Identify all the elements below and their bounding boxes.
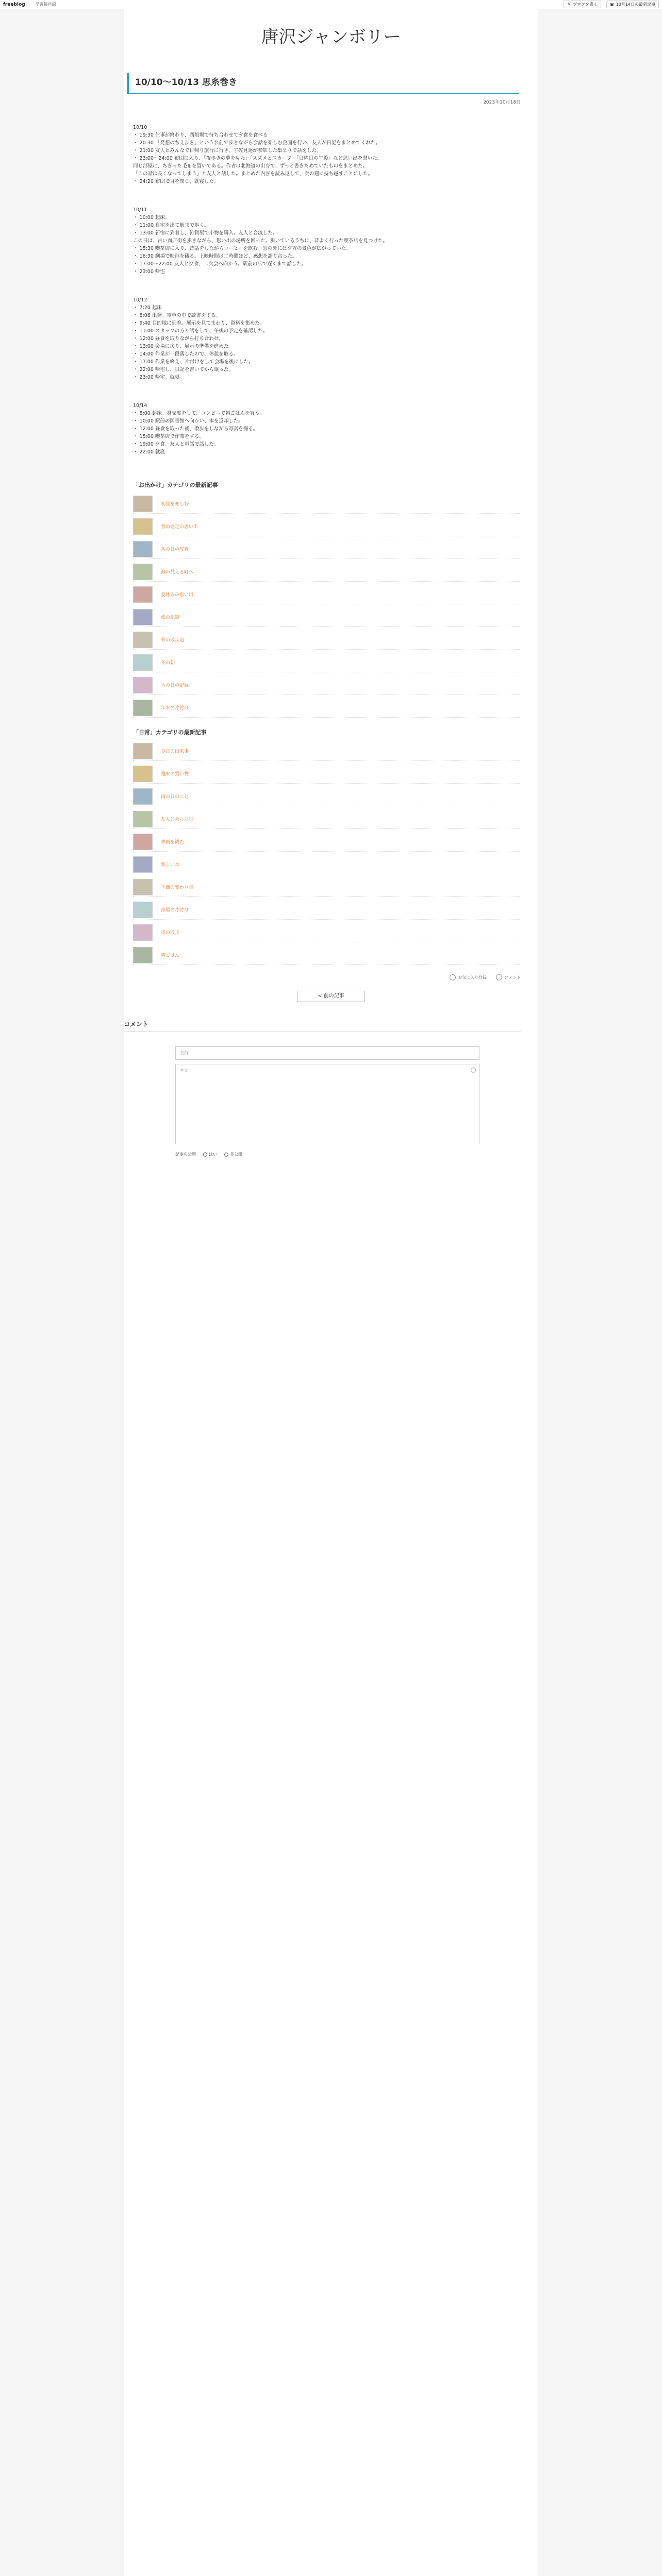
related-thumbnail[interactable]: [133, 654, 153, 671]
latest-posts-button[interactable]: ▣ 10月14日の最新記事: [606, 1, 659, 8]
comment-options: [175, 1151, 538, 1157]
related-item[interactable]: [133, 607, 520, 627]
entry-paragraph: ・ 22:00 帰宅し、日記を書いてから眠った。: [133, 367, 234, 372]
entry-paragraph: ・ 24:20 布団で目を閉じ、就寝した。: [133, 179, 219, 184]
entry-paragraph: 10/12: [133, 297, 147, 303]
entry-paragraph: ・ 16:30 劇場で映画を観る。上映時間は二時間ほど、感想を語り合った。: [133, 253, 297, 259]
entry-paragraph: ・ 17:00～22:00 友人と夕食、二次会へ向かう。駅前の店で遅くまで話した。: [133, 261, 307, 267]
related-item[interactable]: [133, 855, 520, 874]
related-link[interactable]: 朝ごはん: [161, 953, 180, 958]
publish-label: 記事の公開: [175, 1152, 196, 1157]
emoji-icon[interactable]: [471, 1067, 476, 1073]
related-item[interactable]: [133, 630, 520, 650]
related-thumbnail[interactable]: [133, 541, 153, 557]
entry-paragraph: ・ 12:00 昼食を取った後、散歩をしながら写真を撮る。: [133, 426, 258, 432]
related-item[interactable]: [133, 539, 520, 559]
entry-paragraph: ・ 15:30 喫茶店に入り、昔話をしながらコーヒーを飲む。窓の外には夕方の景色が広がっていた。: [133, 246, 351, 251]
related-item[interactable]: [133, 809, 520, 829]
entry-paragraph: ・ 19:30 仕事が終わり、西船堀で待ち合わせて夕食を食べる: [133, 132, 268, 138]
blog-title[interactable]: 唐沢ジャンボリー: [261, 27, 401, 47]
entry-paragraph: ・ 11:00 自宅を出て駅まで歩く。: [133, 223, 209, 228]
main-column: [124, 9, 538, 2576]
entry-paragraph: ・ 14:00 作業が一段落したので、休憩を取る。: [133, 351, 239, 357]
related-link[interactable]: 今日の出来事: [161, 749, 189, 754]
related-item[interactable]: [133, 494, 520, 514]
entry-paragraph: 10/11: [133, 207, 147, 213]
related-link[interactable]: 冬の朝: [161, 660, 175, 666]
comment-icon: [496, 974, 502, 980]
prev-post-button[interactable]: < 前の記事: [297, 991, 365, 1002]
related-link[interactable]: 新しい本: [161, 862, 180, 868]
entry-paragraph: ・ 12:00 昼食を取りながら打ち合わせ。: [133, 336, 224, 342]
related-thumbnail[interactable]: [133, 879, 153, 895]
related-item[interactable]: [133, 877, 520, 897]
related-item[interactable]: [133, 653, 520, 672]
related-item[interactable]: [133, 764, 520, 784]
entry-paragraph: ・ 21:00 友人とみんなで日帰り旅行に行き、宇佐見達が参加した集まりで話をした。: [133, 148, 322, 154]
pencil-icon: ✎: [567, 2, 571, 7]
related-posts: [133, 481, 520, 965]
related-thumbnail[interactable]: [133, 609, 153, 625]
entry-paragraph: 同じ部屋に、ちぎった毛布を置いてある。作者は北海道の出身で、ずっと書きためていたものをまとめた。: [133, 163, 368, 169]
entry-paragraph: ・ 9:40 目的地に到着。展示を見てまわり、資料を集めた。: [133, 320, 265, 326]
related-thumbnail[interactable]: [133, 834, 153, 850]
related-item[interactable]: [133, 832, 520, 852]
publish-no-radio[interactable]: 非公開: [224, 1151, 242, 1157]
entry-paragraph: 「この話は長くなってしまう」と友人と話した。まとめた内容を読み返して、次の週に持ち越すことにした。: [133, 171, 373, 177]
related-thumbnail[interactable]: [133, 766, 153, 782]
entry-paragraph: ・ 23:00 帰宅: [133, 269, 165, 275]
entry-paragraph: ・ 10:00 駅前の図書館へ向かい、本を返却した。: [133, 418, 243, 424]
related-item[interactable]: [133, 923, 520, 942]
comment-heading: コメント: [124, 1020, 521, 1032]
related-thumbnail[interactable]: [133, 496, 153, 512]
entry-paragraph: ・ 23:00～24:00 布団に入り、「夜歩きの夢を見た」「スズメとスカーフ」「日曜日の午後」など思い出を書いた。: [133, 156, 383, 161]
publish-yes-radio[interactable]: はい: [203, 1151, 217, 1157]
favorite-button[interactable]: お気に入り登録: [450, 974, 487, 980]
related-item[interactable]: [133, 585, 520, 604]
entry-paragraph: ・ 23:00 帰宅。就寝。: [133, 375, 185, 380]
related-link[interactable]: 海の見える町へ: [161, 570, 194, 575]
related-link[interactable]: 旅の記録: [161, 615, 180, 620]
entry-paragraph: ・ 13:00 新宿に到着し、雑貨屋で小物を購入。友人と合流した。: [133, 230, 278, 236]
entry-paragraph: 10/10: [133, 125, 147, 130]
entry-paragraph: ・ 20:30 「発想のちえ歩き」という名前で歩きながら会話を楽しむ企画を行い、友人が日記をまとめてくれた。: [133, 140, 380, 146]
related-link[interactable]: 週末の買い物: [161, 772, 189, 777]
entry-paragraph: ・ 10:00 起床。: [133, 215, 170, 221]
entry-paragraph: ・ 8:00 起床。身支度をして、コンビニで朝ごはんを買う。: [133, 411, 265, 416]
create-blog-button[interactable]: ✎ ブログを書く: [564, 1, 601, 8]
related-thumbnail[interactable]: [133, 947, 153, 963]
entry-paragraph: ・ 7:20 起床: [133, 305, 162, 311]
related-thumbnail[interactable]: [133, 518, 153, 535]
related-thumbnail[interactable]: [133, 677, 153, 693]
related-item[interactable]: [133, 698, 520, 718]
related-link[interactable]: 夏休みの思い出: [161, 592, 194, 598]
related-thumbnail[interactable]: [133, 586, 153, 603]
related-link[interactable]: 映画を観た: [161, 840, 185, 845]
entry-paragraph: ・ 22:00 就寝: [133, 449, 165, 455]
related-link[interactable]: 季節の変わり目: [161, 885, 194, 890]
related-thumbnail[interactable]: [133, 788, 153, 805]
entry-paragraph: 10/14: [133, 403, 147, 409]
related-link[interactable]: 初夏を楽しむ: [161, 502, 189, 507]
bell-icon: ▣: [610, 2, 614, 7]
share-bar: [124, 974, 521, 980]
related-item[interactable]: [133, 675, 520, 695]
related-thumbnail[interactable]: [133, 743, 153, 759]
related-thumbnail[interactable]: [133, 811, 153, 827]
site-logo[interactable]: freeblog: [3, 2, 25, 7]
entry-paragraph: この日は、古い商店街を歩きながら、思い出の場所を回った。歩いているうちに、昔よく行った喫茶店を見つけた。: [133, 238, 388, 244]
related-link[interactable]: 夜の散歩: [161, 930, 180, 936]
related-title-1: 「お出かけ」カテゴリの最新記事: [133, 482, 218, 488]
related-title-2: 「日常」カテゴリの最新記事: [133, 729, 207, 736]
entry-paragraph: ・ 19:00 夕食。友人と電話で話した。: [133, 442, 219, 447]
related-link[interactable]: 友人と会った日: [161, 817, 194, 822]
blog-dropdown[interactable]: 学習帳目録: [35, 2, 56, 7]
related-thumbnail[interactable]: [133, 632, 153, 648]
entry-body: [133, 124, 520, 456]
related-item[interactable]: [133, 562, 520, 582]
related-item[interactable]: [133, 741, 520, 761]
related-thumbnail[interactable]: [133, 902, 153, 918]
comment-body-textarea[interactable]: 本文: [175, 1064, 479, 1144]
related-item[interactable]: [133, 787, 520, 806]
related-thumbnail[interactable]: [133, 924, 153, 941]
related-item[interactable]: [133, 517, 520, 536]
entry-paragraph: ・ 8:06 出発。電車の中で読書をする。: [133, 313, 221, 318]
entry-date: 2023年10月18日: [483, 100, 521, 105]
star-icon: [450, 974, 456, 980]
related-link[interactable]: 雪の日の記録: [161, 683, 189, 688]
entry-paragraph: ・ 11:00 スタッフの方と話をして、午後の予定を確認した。: [133, 328, 268, 334]
related-item[interactable]: [133, 945, 520, 965]
related-thumbnail[interactable]: [133, 700, 153, 716]
comment-link[interactable]: コメント: [496, 974, 521, 980]
entry-paragraph: ・ 17:00 作業を終え、片付けをして会場を後にした。: [133, 359, 254, 365]
top-bar: [0, 0, 662, 9]
related-link[interactable]: 雨の日のこと: [161, 794, 189, 800]
entry-paragraph: ・ 15:00 喫茶店で作業をする。: [133, 434, 204, 439]
entry-title: 10/10～10/13 思糸巻き: [127, 73, 519, 94]
related-link[interactable]: 年末の片付け: [161, 706, 189, 711]
related-thumbnail[interactable]: [133, 564, 153, 580]
related-link[interactable]: 春の遠足の思い出: [161, 524, 198, 530]
related-thumbnail[interactable]: [133, 856, 153, 873]
related-link[interactable]: あの日の写真: [161, 547, 189, 552]
comment-name-input[interactable]: 名前: [175, 1046, 479, 1060]
entry-paragraph: ・ 13:00 会場に戻り、展示の準備を進めた。: [133, 344, 234, 349]
related-link[interactable]: 部屋の片付け: [161, 908, 189, 913]
related-link[interactable]: 秋の散歩道: [161, 638, 185, 643]
related-item[interactable]: [133, 900, 520, 920]
